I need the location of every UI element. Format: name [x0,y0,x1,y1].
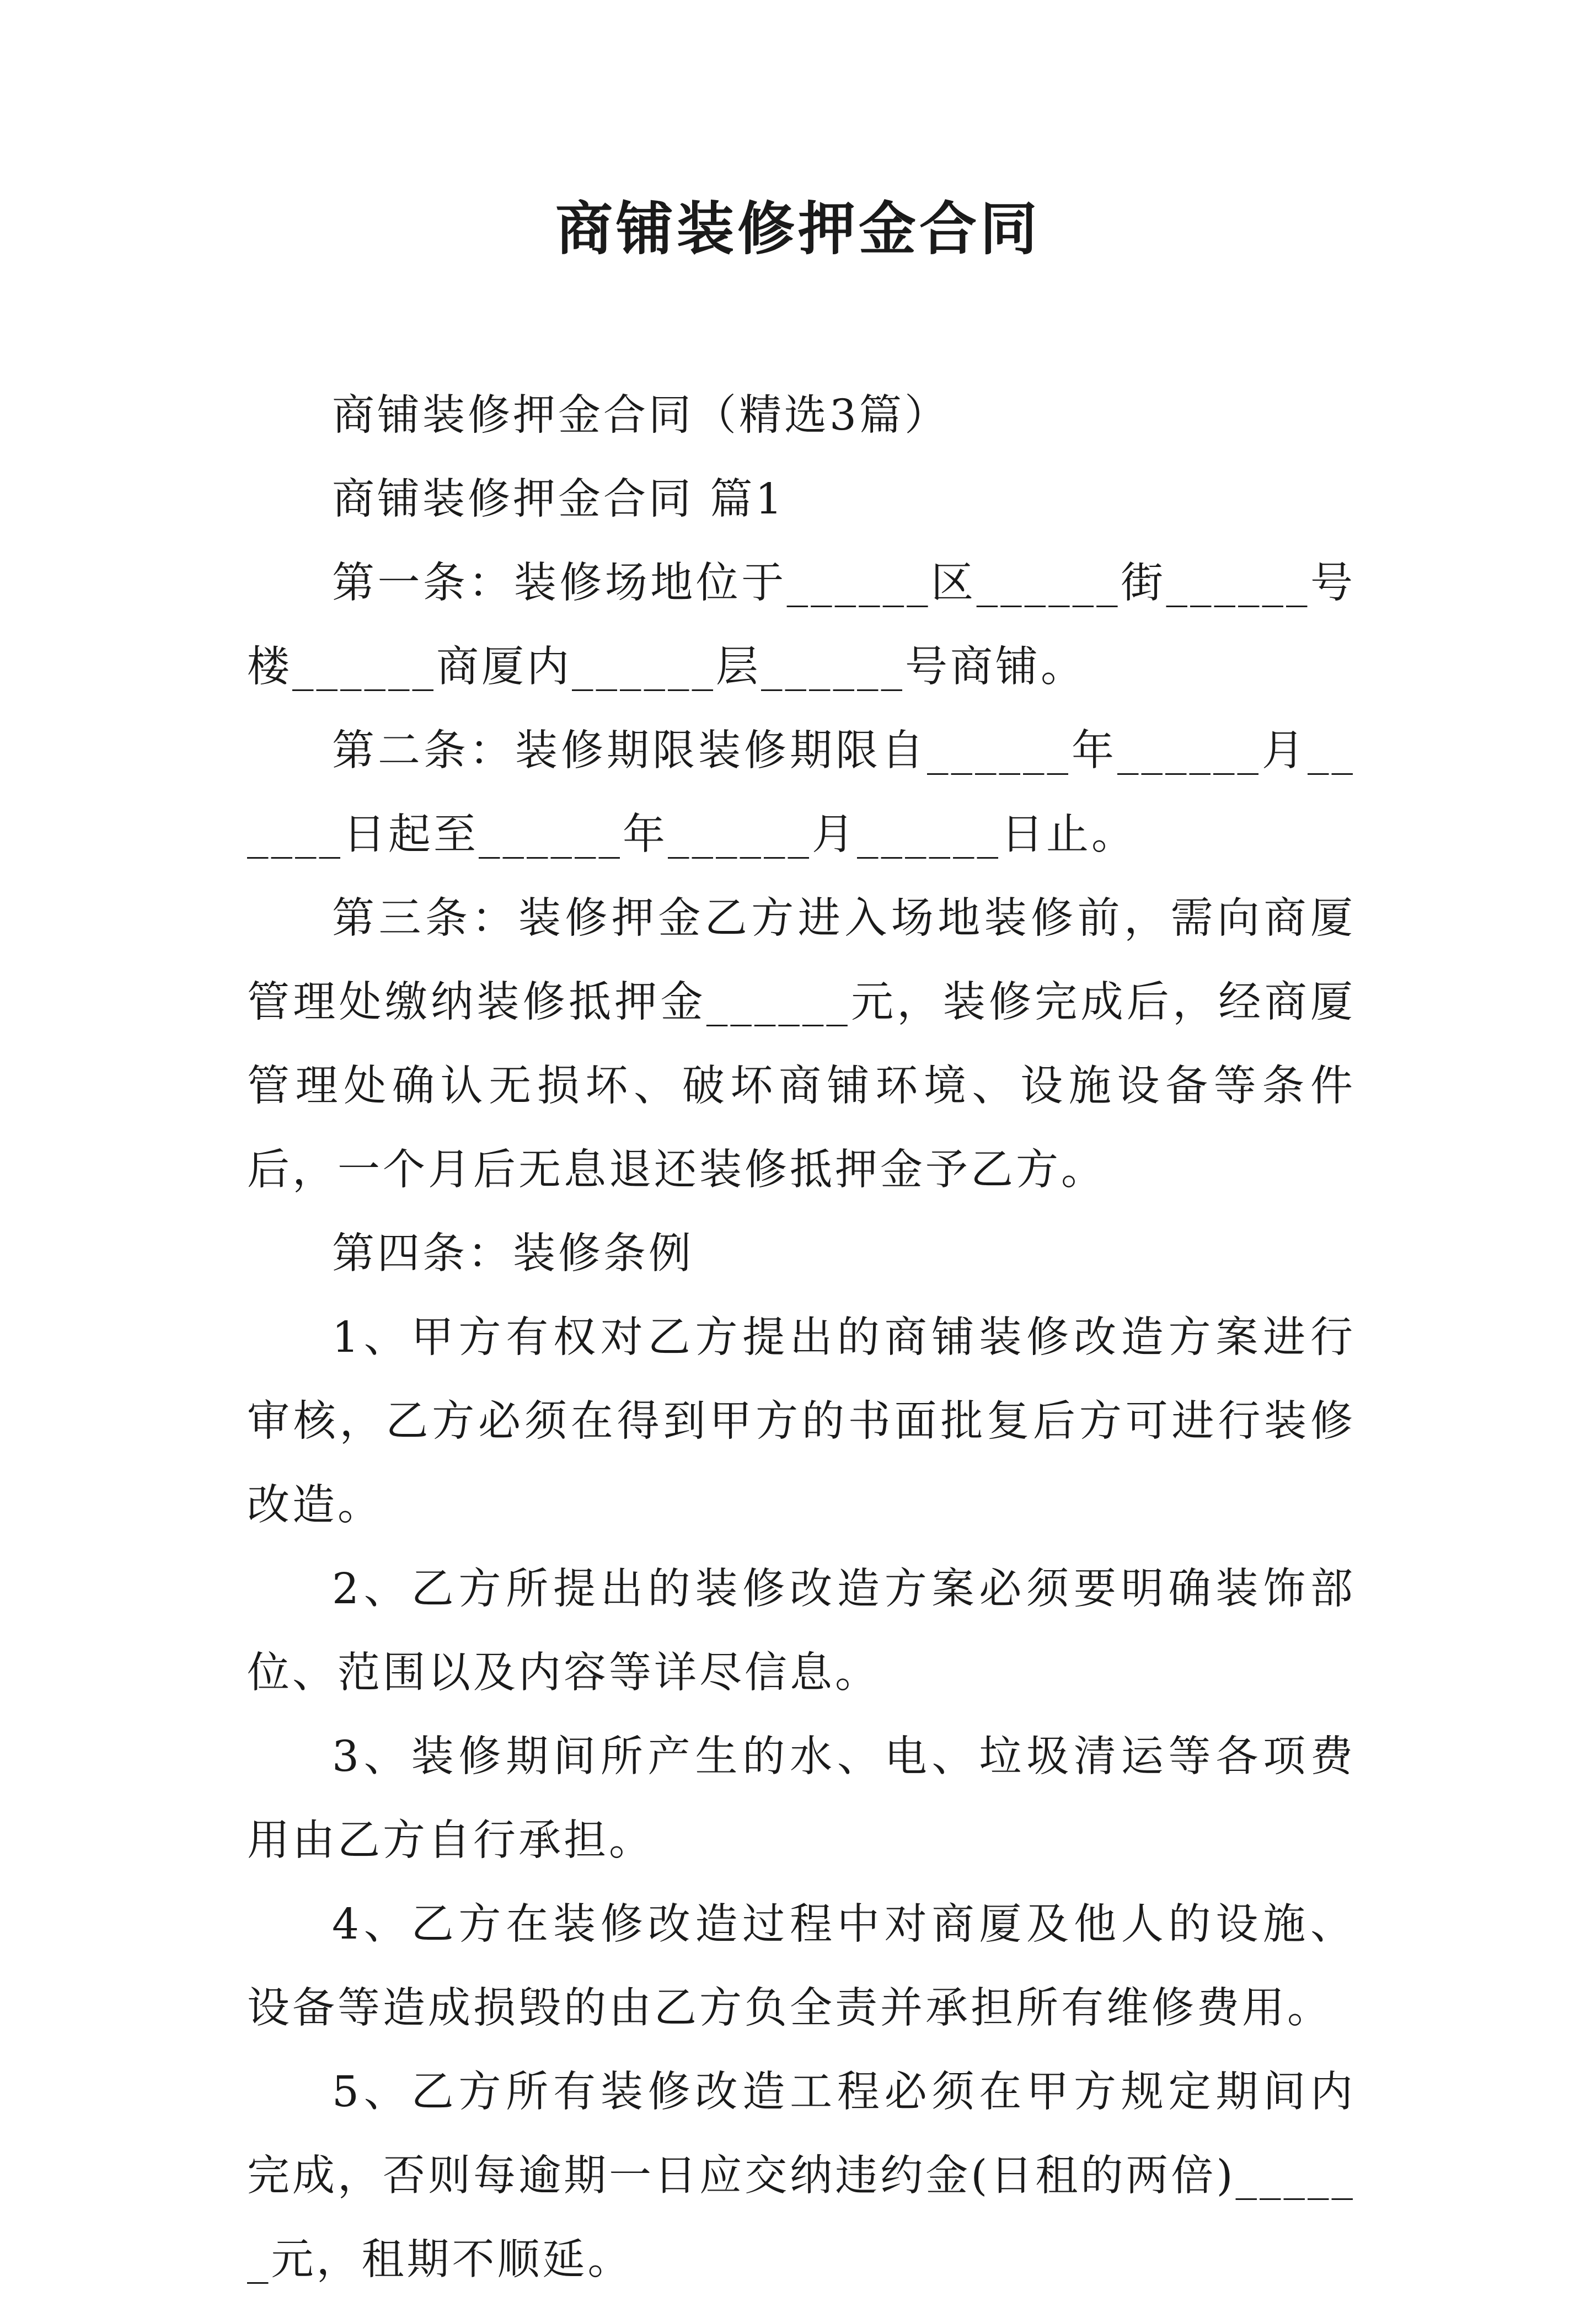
paragraph-clause-1: 1、甲方有权对乙方提出的商铺装修改造方案进行审核，乙方必须在得到甲方的书面批复后方可进行装修改造。 [247,1313,1356,1530]
paragraph-clause-3: 3、装修期间所产生的水、电、垃圾清运等各项费用由乙方自行承担。 [247,1732,1356,1865]
paragraph-section-heading: 商铺装修押金合同 篇1 [332,475,785,524]
paragraph-article-2: 第二条：装修期限装修期限自______年______月______日起至______年______月______日止。 [247,726,1356,859]
document-body [247,374,1356,2302]
paragraph-clause-5: 5、乙方所有装修改造工程必须在甲方规定期间内完成，否则每逾期一日应交纳违约金(日租的两倍)______元，租期不顺延。 [247,2068,1356,2284]
paragraph-article-4: 第四条：装修条例 [332,1229,694,1278]
document-title: 商铺装修押金合同 [555,195,1041,263]
paragraph-article-3: 第三条：装修押金乙方进入场地装修前，需向商厦管理处缴纳装修抵押金______元，装修完成后，经商厦管理处确认无损坏、破坏商铺环境、设施设备等条件后，一个月后无息退还装修抵押金予乙方。 [247,894,1356,1195]
paragraph-clause-2: 2、乙方所提出的装修改造方案必须要明确装饰部位、范围以及内容等详尽信息。 [247,1565,1356,1698]
paragraph-clause-4: 4、乙方在装修改造过程中对商厦及他人的设施、设备等造成损毁的由乙方负全责并承担所有维修费用。 [247,1900,1356,2033]
paragraph-article-1: 第一条：装修场地位于______区______街______号楼______商厦内______层______号商铺。 [247,559,1356,692]
paragraph-subtitle: 商铺装修押金合同（精选3篇） [332,391,950,440]
